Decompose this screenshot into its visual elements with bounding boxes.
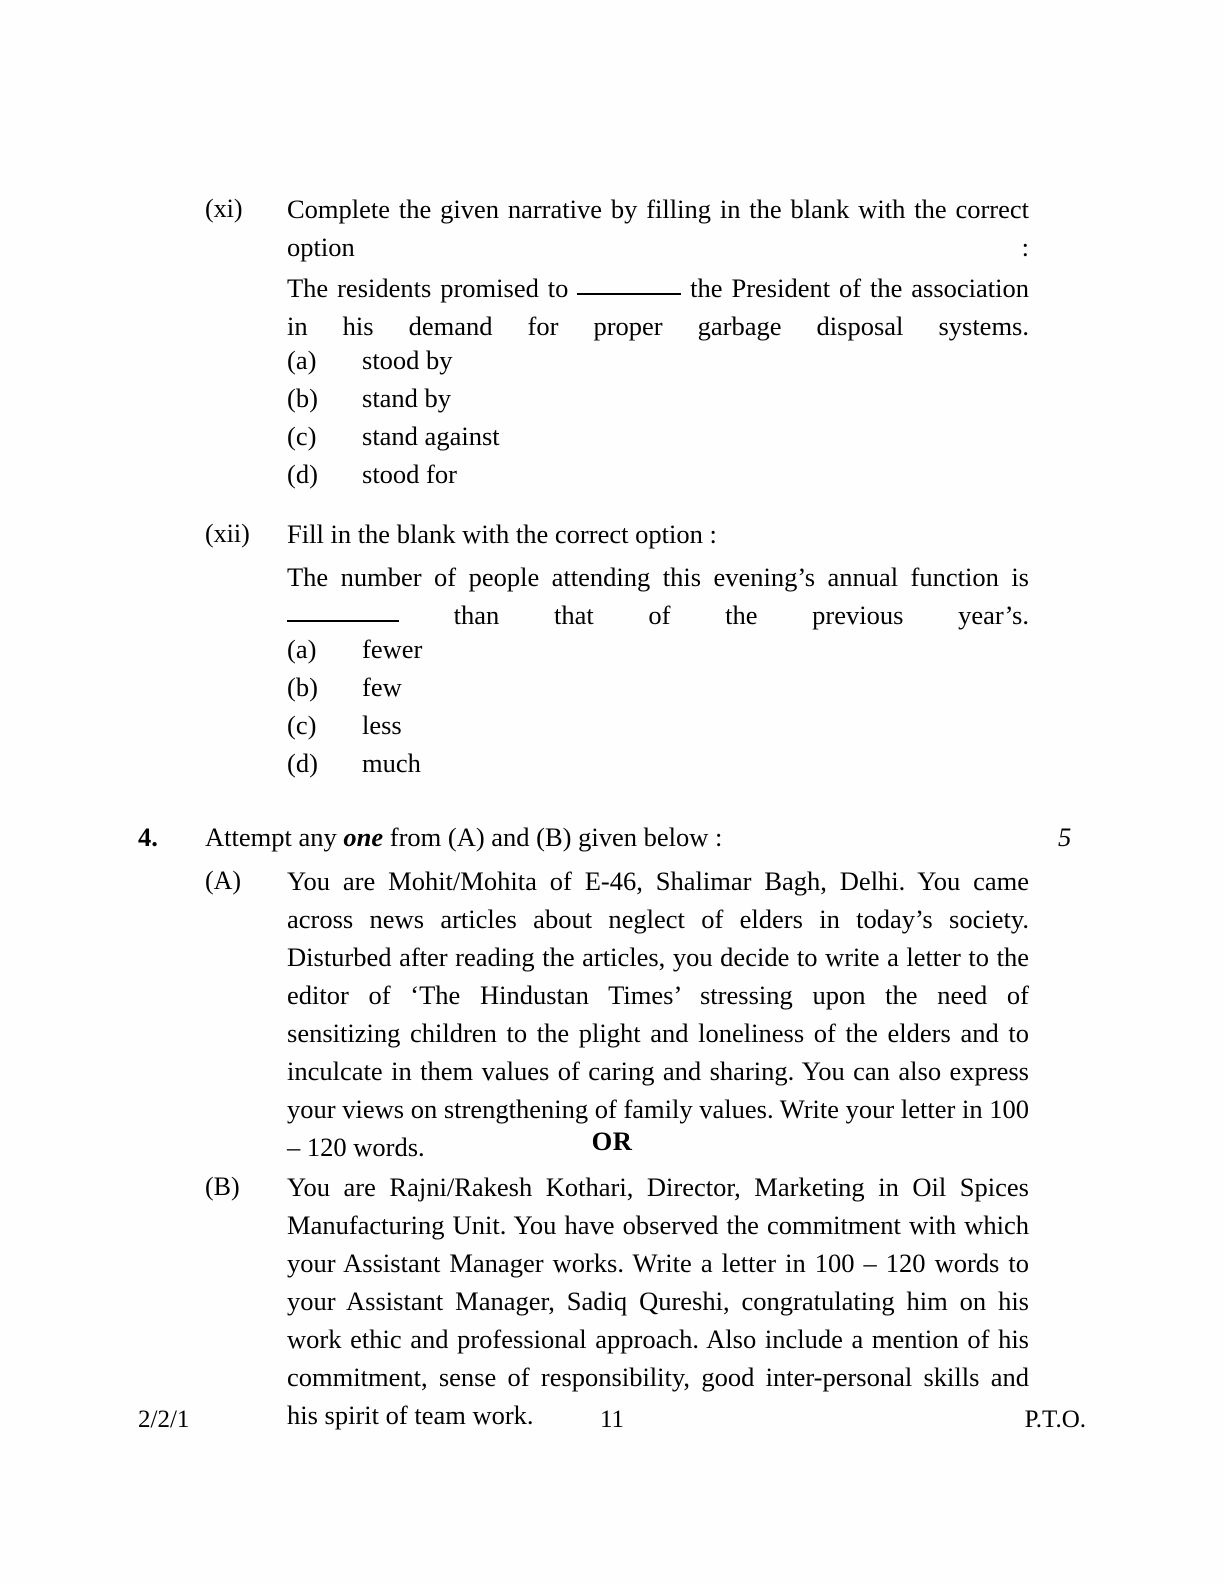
blank-fill-xii[interactable] bbox=[287, 620, 399, 622]
option-label-xi-d: (d) bbox=[287, 459, 318, 489]
instruction-text-post: from (A) and (B) given below : bbox=[383, 822, 723, 852]
passage-text-before: The number of people attending this evening’s annual function is bbox=[287, 562, 1029, 592]
option-label-xii-a: (a) bbox=[287, 634, 317, 664]
or-separator: OR bbox=[591, 1126, 633, 1156]
footer-paper-code: 2/2/1 bbox=[138, 1406, 190, 1433]
option-label-xi-c: (c) bbox=[287, 421, 317, 451]
option-text-xii-d[interactable]: much bbox=[362, 748, 421, 778]
option-text-xii-a[interactable]: fewer bbox=[362, 634, 423, 664]
footer-page-number: 11 bbox=[599, 1406, 625, 1433]
question-4-instruction bbox=[205, 818, 722, 856]
passage-text-after: than that of the previous year’s. bbox=[453, 600, 1029, 630]
passage-text-after: the President of the association in his demand for proper garbage disposal systems. bbox=[287, 273, 1029, 341]
question-marker-xii: (xii) bbox=[205, 519, 250, 548]
option-label-xi-a: (a) bbox=[287, 345, 317, 375]
question-marker-xi: (xi) bbox=[205, 194, 243, 223]
footer-pto-label: P.T.O. bbox=[1024, 1406, 1086, 1433]
option-text-xii-c[interactable]: less bbox=[362, 710, 402, 740]
question-4-part-b-text: You are Rajni/Rakesh Kothari, Director, Marketing in Oil Spices Manufacturing Unit. You have observed the commitment with which your Assistant Manager works. Write a letter in 100 – 120 words to your Assistant Manager, Sadiq Qureshi, congratulating him on his work ethic and professional approach. Also include a mention of his commitment, sense of responsibility, good inter-personal skills and his spirit of team work. bbox=[287, 1172, 1029, 1430]
question-number-4: 4. bbox=[138, 822, 158, 852]
question-xi-stem: Complete the given narrative by filling in the blank with the correct option : bbox=[287, 194, 1029, 262]
option-text-xi-b[interactable]: stand by bbox=[362, 383, 452, 413]
option-label-xii-c: (c) bbox=[287, 710, 317, 740]
option-text-xi-a[interactable]: stood by bbox=[362, 345, 453, 375]
option-label-xii-b: (b) bbox=[287, 672, 318, 702]
blank-fill-xi[interactable] bbox=[577, 293, 681, 295]
instruction-emphasis-one: one bbox=[343, 822, 384, 852]
page-footer bbox=[0, 1400, 1224, 1440]
option-label-xi-b: (b) bbox=[287, 383, 318, 413]
question-4-part-b-marker: (B) bbox=[205, 1172, 240, 1201]
question-xii-stem: Fill in the blank with the correct option : bbox=[287, 519, 717, 549]
option-label-xii-d: (d) bbox=[287, 748, 318, 778]
question-4-part-a-text: You are Mohit/Mohita of E-46, Shalimar Bagh, Delhi. You came across news articles about neglect of elders in today’s society. Disturbed after reading the articles, you decide to write a letter to the editor of ‘The Hindustan Times’ stressing upon the need of sensitizing children to the plight and loneliness of the elders and to inculcate in them values of caring and sharing. You can also express your views on strengthening of family values. Write your letter in 100 – 120 words. bbox=[287, 866, 1029, 1162]
option-text-xi-d[interactable]: stood for bbox=[362, 459, 457, 489]
question-4-part-a-marker: (A) bbox=[205, 866, 242, 895]
instruction-text-pre: Attempt any bbox=[205, 822, 344, 852]
option-text-xi-c[interactable]: stand against bbox=[362, 421, 500, 451]
option-text-xii-b[interactable]: few bbox=[362, 672, 402, 702]
passage-text-before: The residents promised to bbox=[287, 273, 569, 303]
marks-allocation-4: 5 bbox=[1058, 822, 1072, 852]
